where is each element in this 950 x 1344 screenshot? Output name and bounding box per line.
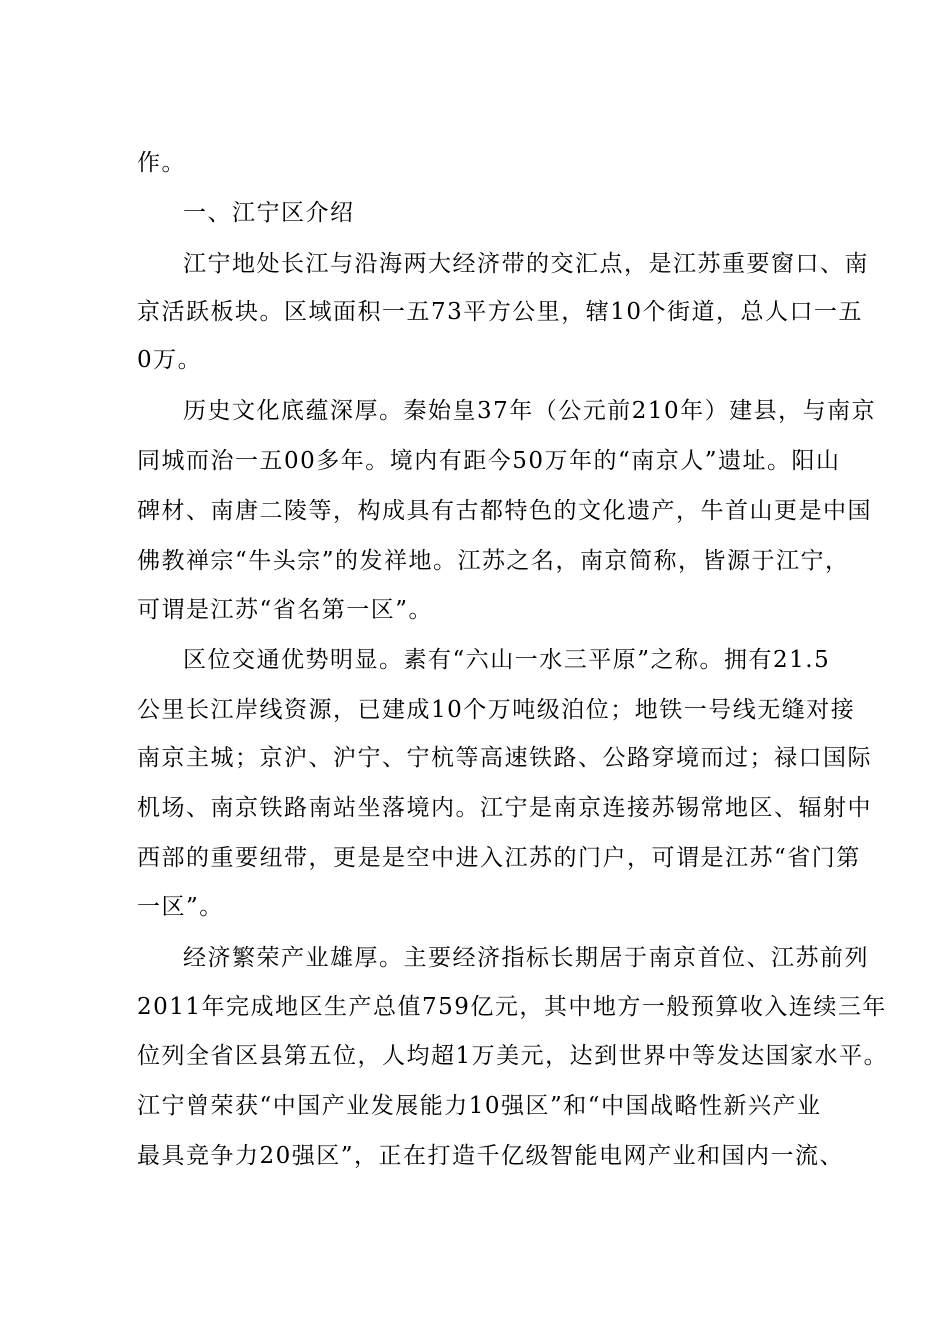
text-line: 历史文化底蕴深厚。秦始皇37年（公元前210年）建县，与南京: [183, 398, 877, 424]
section-heading: 一、江宁区介绍: [183, 200, 355, 226]
text-line: 0万。: [137, 347, 203, 373]
text-line: 区位交通优势明显。素有“六山一水三平原”之称。拥有21.5: [183, 647, 831, 673]
text-line: 最具竞争力20强区”，正在打造千亿级智能电网产业和国内一流、: [137, 1143, 845, 1169]
text-line: 同城而治一五00多年。境内有距今50万年的“南京人”遗址。阳山: [137, 448, 841, 474]
text-line: 2011年完成地区生产总值759亿元，其中地方一般预算收入连续三年: [137, 994, 887, 1020]
text-line: 西部的重要纽带，更是是空中进入江苏的门户，可谓是江苏“省门第: [137, 845, 861, 871]
text-line: 作。: [137, 150, 186, 176]
text-line: 位列全省区县第五位，人均超1万美元，达到世界中等发达国家水平。: [137, 1043, 889, 1069]
text-line: 京活跃板块。区域面积一五73平方公里，辖10个街道，总人口一五: [137, 299, 864, 325]
text-line: 江宁曾荣获“中国产业发展能力10强区”和“中国战略性新兴产业: [137, 1093, 822, 1119]
text-line: 江宁地处长江与沿海两大经济带的交汇点，是江苏重要窗口、南: [183, 251, 869, 277]
text-line: 佛教禅宗“牛头宗”的发祥地。江苏之名，南京简称，皆源于江宁，: [137, 548, 850, 574]
text-line: 公里长江岸线资源，已建成10个万吨级泊位；地铁一号线无缝对接: [137, 697, 856, 723]
text-line: 南京主城；京沪、沪宁、宁杭等高速铁路、公路穿境而过；禄口国际: [137, 745, 872, 771]
text-line: 机场、南京铁路南站坐落境内。江宁是南京连接苏锡常地区、辐射中: [137, 795, 872, 821]
text-line: 碑材、南唐二陵等，构成具有古都特色的文化遗产，牛首山更是中国: [137, 498, 872, 524]
text-line: 可谓是江苏“省名第一区”。: [137, 597, 434, 623]
text-line: 一区”。: [137, 894, 224, 920]
text-line: 经济繁荣产业雄厚。主要经济指标长期居于南京首位、江苏前列: [183, 945, 869, 971]
